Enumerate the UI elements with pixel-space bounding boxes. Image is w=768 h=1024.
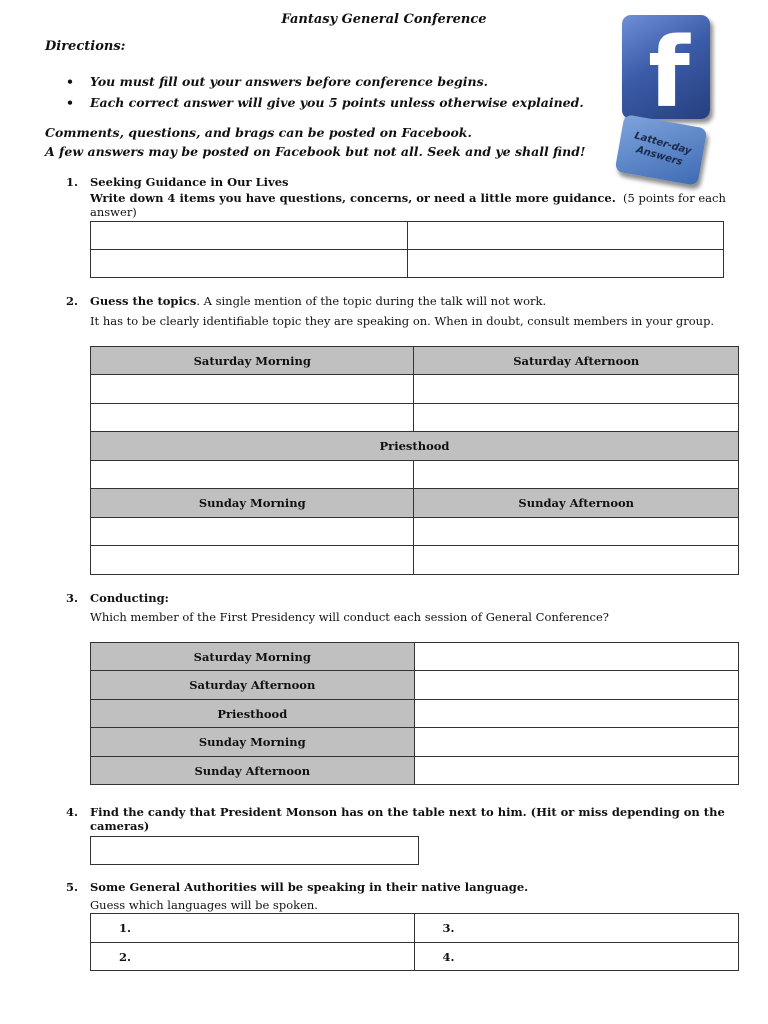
facebook-note: [45, 123, 585, 161]
q5-text: Guess which languages will be spoken.: [90, 898, 318, 912]
latter-day-answers-badge: [615, 114, 708, 186]
q3-number: 3.: [66, 591, 79, 605]
q3-title: Conducting:: [90, 591, 169, 605]
q2-topics-table: [90, 346, 739, 575]
answer-cell[interactable]: [414, 700, 738, 728]
session-header: Saturday Afternoon: [414, 347, 739, 375]
session-label: Sunday Afternoon: [91, 757, 415, 785]
session-header: Sunday Afternoon: [414, 489, 739, 518]
page-title: Fantasy General Conference: [281, 12, 487, 27]
q5-title: Some General Authorities will be speaking in their native language.: [90, 880, 529, 894]
answer-cell[interactable]: [414, 671, 738, 700]
q1-answer-table: [90, 221, 724, 278]
answer-cell[interactable]: [91, 461, 414, 489]
answer-cell[interactable]: [414, 728, 738, 757]
q4-title: Find the candy that President Monson has on the table next to him. (Hit or miss depending on the cameras): [90, 805, 725, 833]
q1-instruction-text: Write down 4 items you have questions, concerns, or need a little more guidance.: [90, 191, 616, 205]
facebook-note-line: A few answers may be posted on Facebook but not all. Seek and ye shall find!: [45, 144, 586, 159]
session-label: Saturday Afternoon: [91, 671, 415, 700]
facebook-icon: [622, 15, 710, 119]
q1-number: 1.: [66, 175, 79, 189]
answer-cell[interactable]: [414, 546, 739, 575]
session-label: Priesthood: [91, 700, 415, 728]
language-slot[interactable]: 1.: [91, 914, 415, 943]
session-header: Saturday Morning: [91, 347, 414, 375]
answer-cell[interactable]: [91, 250, 408, 278]
answer-cell[interactable]: [91, 546, 414, 575]
answer-cell[interactable]: [414, 404, 739, 432]
q5-number: 5.: [66, 880, 79, 894]
language-slot[interactable]: 3.: [414, 914, 739, 943]
q2-text1: . A single mention of the topic during the talk will not work.: [196, 294, 547, 308]
q3-conducting-table: [90, 642, 739, 785]
answer-cell[interactable]: [414, 643, 738, 671]
answer-cell[interactable]: [91, 222, 408, 250]
q5-languages-table: [90, 913, 739, 971]
answer-cell[interactable]: [414, 518, 739, 546]
facebook-note-line: Comments, questions, and brags can be posted on Facebook.: [45, 125, 472, 140]
q3-text: Which member of the First Presidency will conduct each session of General Conference?: [90, 610, 609, 624]
answer-cell[interactable]: [414, 757, 738, 785]
directions-bullet: • Each correct answer will give you 5 points unless otherwise explained.: [66, 92, 584, 113]
q2-title: Guess the topics: [90, 294, 197, 308]
session-label: Sunday Morning: [91, 728, 415, 757]
answer-cell[interactable]: [414, 375, 739, 404]
answer-cell[interactable]: [407, 250, 724, 278]
session-header: Priesthood: [91, 432, 739, 461]
answer-cell[interactable]: [414, 461, 739, 489]
q1-points: (5 points for each answer): [90, 191, 726, 219]
session-label: Saturday Morning: [91, 643, 415, 671]
directions-list: [66, 71, 584, 113]
directions-bullet: • You must fill out your answers before conference begins.: [66, 71, 584, 92]
answer-cell[interactable]: [407, 222, 724, 250]
directions-label: Directions:: [45, 39, 126, 54]
answer-cell[interactable]: [91, 518, 414, 546]
answer-cell[interactable]: [91, 404, 414, 432]
language-slot[interactable]: 4.: [414, 943, 739, 971]
session-header: Sunday Morning: [91, 489, 414, 518]
q4-answer-box[interactable]: [90, 836, 419, 865]
facebook-logo-letter: f: [648, 16, 690, 119]
q2-number: 2.: [66, 294, 79, 308]
q2-text2: It has to be clearly identifiable topic they are speaking on. When in doubt, consult members in your group.: [90, 314, 715, 328]
q1-instruction: [90, 191, 768, 219]
q4-number: 4.: [66, 805, 79, 819]
badge-text: Latter-day Answers: [633, 130, 693, 169]
q2-line1: [90, 294, 546, 308]
language-slot[interactable]: 2.: [91, 943, 415, 971]
answer-cell[interactable]: [91, 375, 414, 404]
q1-title: Seeking Guidance in Our Lives: [90, 175, 289, 189]
